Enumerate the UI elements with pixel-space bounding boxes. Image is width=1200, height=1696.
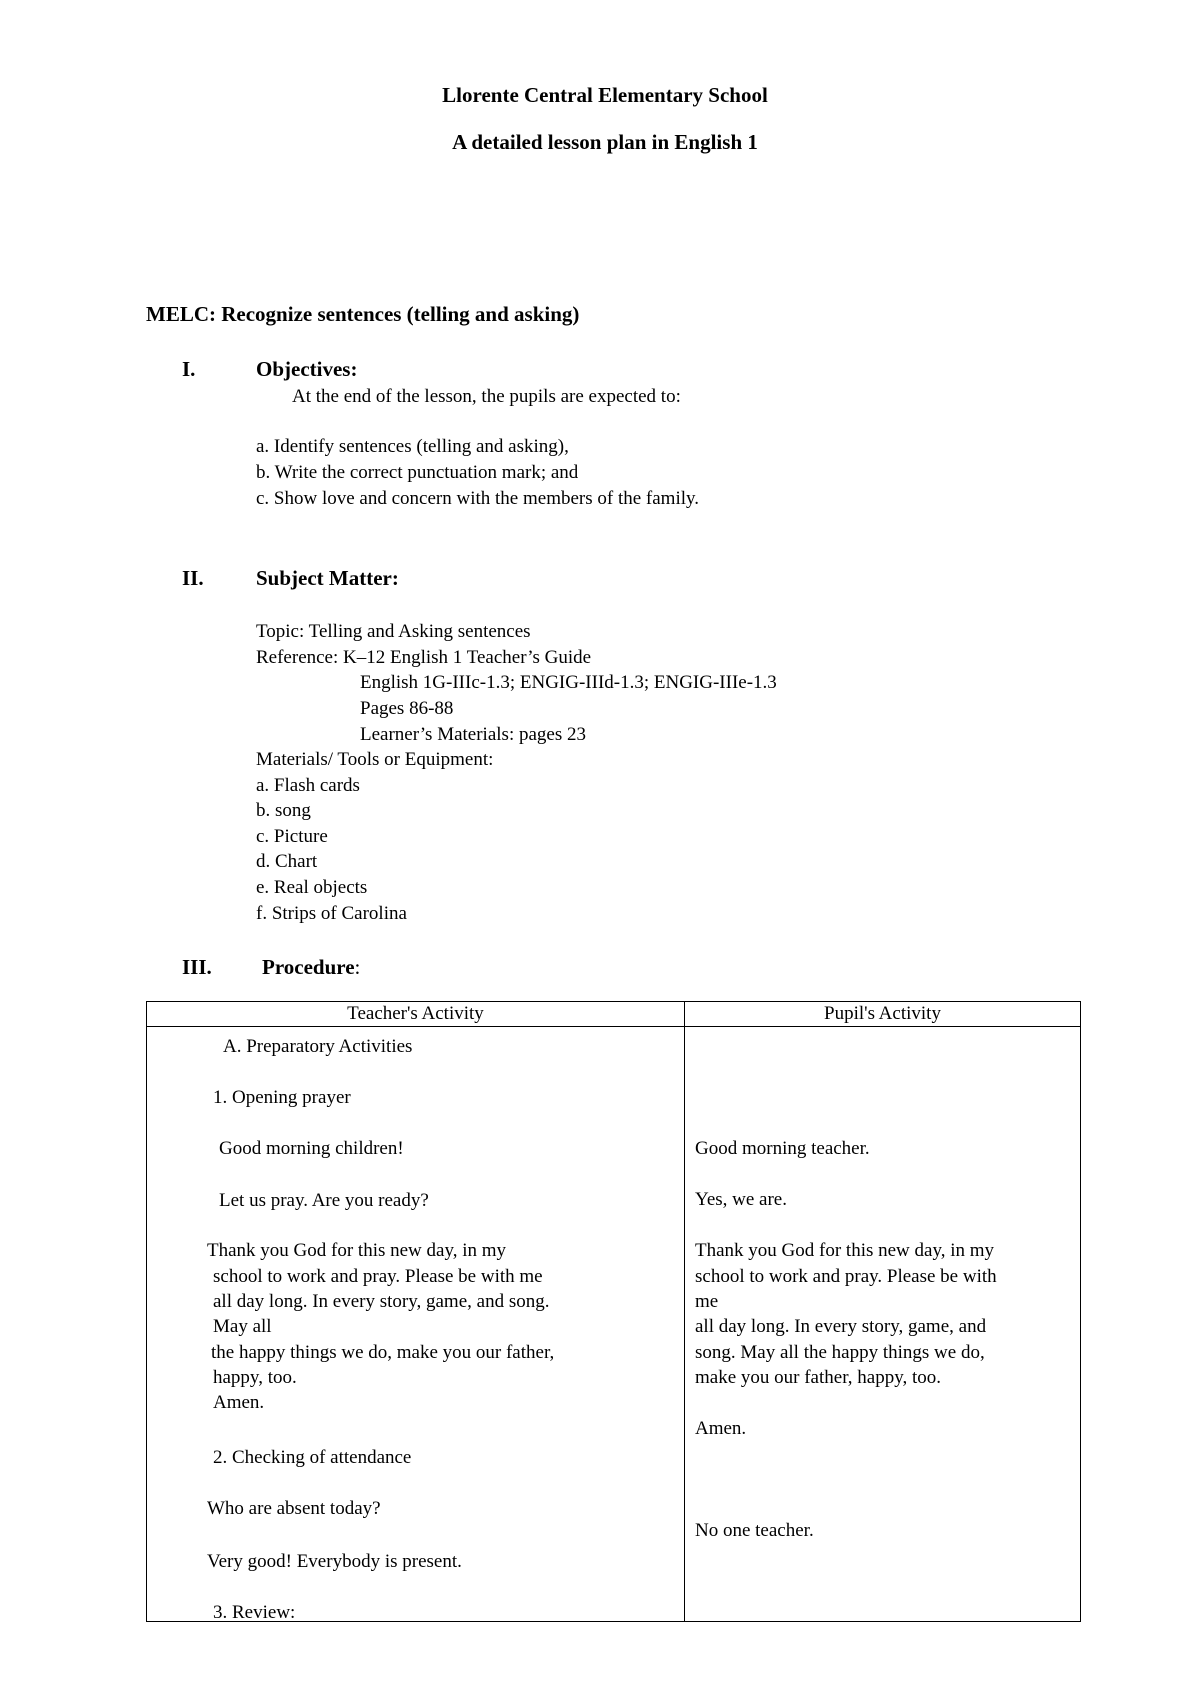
objective-item: c. Show love and concern with the members of the family. [256,488,700,509]
reference-line: Learner’s Materials: pages 23 [360,724,586,745]
material-item: e. Real objects [256,877,368,898]
material-item: d. Chart [256,851,318,872]
pupil-prayer-line: me [695,1291,719,1312]
prayer-line: all day long. In every story, game, and song. [213,1291,550,1312]
material-item: f. Strips of Carolina [256,903,407,924]
prayer-line: school to work and pray. Please be with me [213,1266,543,1287]
checking-attendance: 2. Checking of attendance [213,1447,412,1468]
pupil-amen: Amen. [695,1418,747,1439]
teacher-greeting: Good morning children! [219,1138,404,1159]
pupil-absent-reply: No one teacher. [695,1520,814,1541]
opening-prayer: 1. Opening prayer [213,1087,351,1108]
subject-topic: Topic: Telling and Asking sentences [256,621,531,642]
teacher-column-header: Teacher's Activity [147,1002,685,1027]
procedure-heading [262,955,360,980]
prayer-line: May all [213,1316,272,1337]
prayer-line: happy, too. [213,1367,297,1388]
materials-heading: Materials/ Tools or Equipment: [256,749,494,770]
reference-line: Pages 86-88 [360,698,454,719]
review-item: 3. Review: [213,1602,296,1623]
reference-line: English 1G-IIIc-1.3; ENGIG-IIId-1.3; ENGIG-IIIe-1.3 [360,672,777,693]
melc-line: MELC: Recognize sentences (telling and asking) [146,302,580,326]
teacher-present-remark: Very good! Everybody is present. [207,1551,462,1572]
objectives-numeral: I. [182,357,196,381]
objectives-heading: Objectives: [256,357,358,381]
objectives-intro: At the end of the lesson, the pupils are expected to: [292,386,681,407]
school-name: Llorente Central Elementary School [442,83,768,107]
pupil-prayer-line: all day long. In every story, game, and [695,1316,987,1337]
pupil-prayer-line: song. May all the happy things we do, [695,1342,985,1363]
material-item: b. song [256,800,311,821]
teacher-activity-cell [147,1027,685,1622]
procedure-numeral: III. [182,955,212,979]
pupil-prayer-line: Thank you God for this new day, in my [695,1240,995,1261]
pupil-prayer-line: school to work and pray. Please be with [695,1266,997,1287]
subject-heading: Subject Matter: [256,566,399,590]
pupil-prayer-line: make you our father, happy, too. [695,1367,941,1388]
subject-numeral: II. [182,566,204,590]
material-item: a. Flash cards [256,775,360,796]
prayer-line: the happy things we do, make you our father, [211,1342,555,1363]
pupil-greeting: Good morning teacher. [695,1138,870,1159]
objective-item: b. Write the correct punctuation mark; and [256,462,579,483]
subject-reference: Reference: K–12 English 1 Teacher’s Guide [256,647,592,668]
objective-item: a. Identify sentences (telling and asking), [256,436,569,457]
prayer-line: Amen. [213,1392,265,1413]
procedure-table [146,1001,1081,1622]
material-item: c. Picture [256,826,328,847]
procedure-heading-text: Procedure [262,955,355,979]
pupil-column-header: Pupil's Activity [685,1002,1081,1027]
teacher-pray: Let us pray. Are you ready? [219,1190,429,1211]
pupil-ready: Yes, we are. [695,1189,787,1210]
pupil-activity-cell [685,1027,1081,1622]
teacher-absent-question: Who are absent today? [207,1498,381,1519]
document-title: A detailed lesson plan in English 1 [452,130,758,154]
prayer-line: Thank you God for this new day, in my [207,1240,507,1261]
preparatory-activities: A. Preparatory Activities [223,1036,413,1057]
procedure-heading-colon: : [354,955,361,979]
